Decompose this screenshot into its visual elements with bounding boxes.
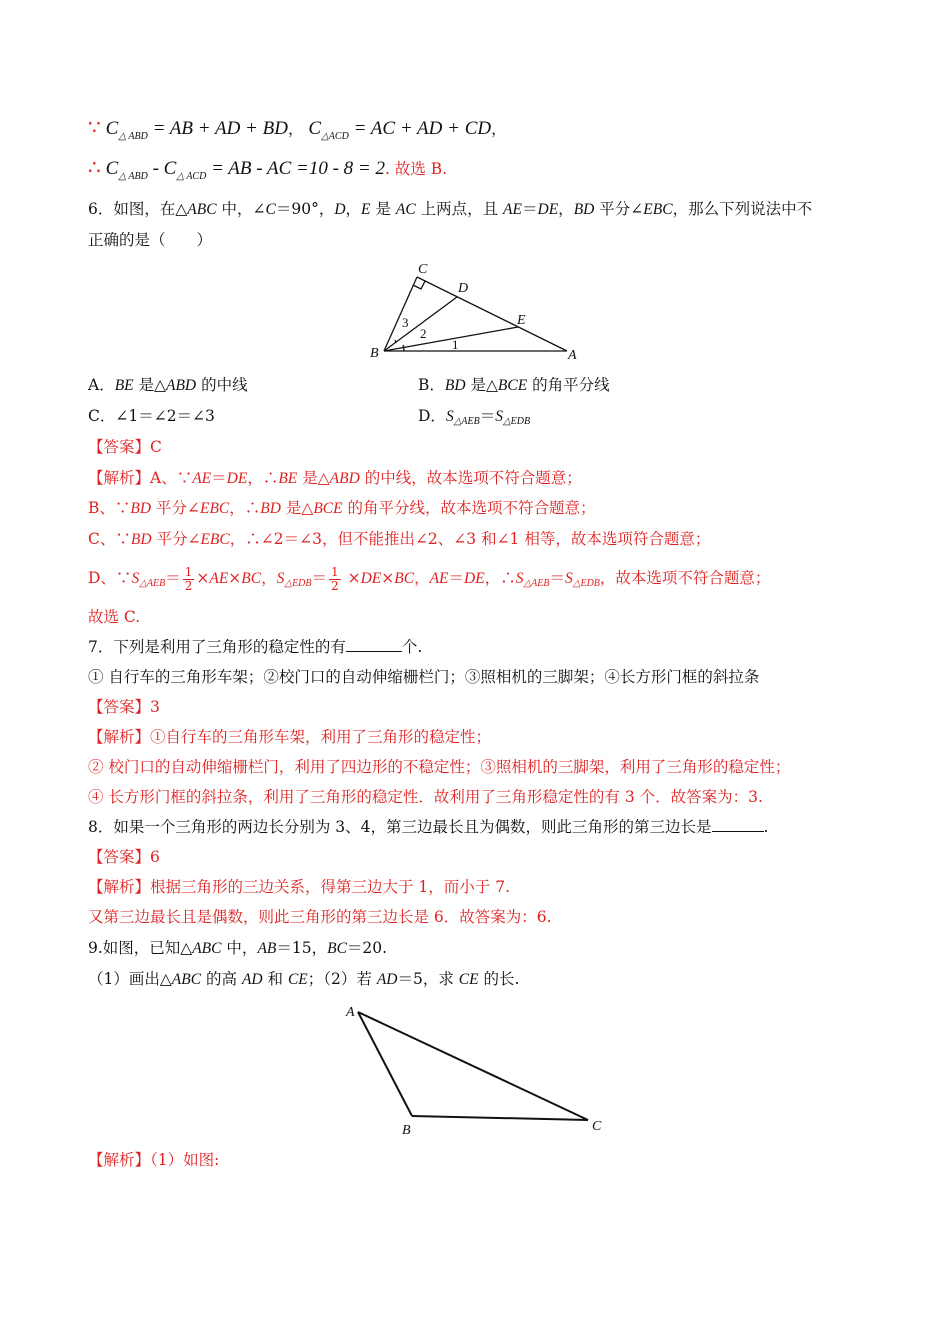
angle-arc-1 (403, 345, 404, 351)
q9-stem-line2: （1）画出△ABC 的高 AD 和 CE；（2）若 AD＝5，求 CE 的长. (88, 970, 520, 988)
fraction-half: $\frac{1}{2}$ (331, 564, 339, 593)
segment-bd (384, 297, 457, 351)
perimeter-acd: $C_{\triangle ACD}$ = AC + AD + CD (308, 118, 492, 142)
q7-stem: 7．下列是利用了三角形的稳定性的有 个. (88, 638, 423, 656)
perimeter-difference: $C_{\triangle ABD} - C_{\triangle ACD}$ = AB - AC =10 - 8 = 2 (105, 158, 386, 182)
q7-explanation-2: ② 校门口的自动伸缩栅栏门，利用了四边形的不稳定性；③照相机的三脚架，利用了三角形的稳定性； (88, 758, 791, 776)
q6-option-d: D．S△AEB＝S△EDB (418, 407, 531, 427)
choose-b: . 故选 B. (385, 160, 448, 178)
label-angle-1: 1 (452, 337, 459, 352)
q7-items: ① 自行车的三角形车架；②校门口的自动伸缩栅栏门；③照相机的三脚架；④长方形门框的斜拉条 (88, 668, 760, 686)
q6-stem-line1: 6．如图，在△ABC 中，∠C＝90°，D，E 是 AC 上两点，且 AE＝DE，BD 平分∠EBC，那么下列说法中不 (88, 200, 813, 218)
label-d: D (458, 281, 469, 296)
q6-explanation-d: D、∵S△AEB＝ $\frac{1}{2}$ ×AE×BC，S△EDB＝ $\frac{1}{2}$ ×DE×BC，AE＝DE，∴S△AEB＝S△EDB，故本选项不符合题意； (88, 564, 771, 593)
segment-ca (417, 277, 567, 351)
q6-triangle-figure (360, 256, 590, 366)
q7-explanation-1: 【解析】①自行车的三角形车架，利用了三角形的稳定性； (88, 728, 492, 746)
segment-ab (358, 1012, 412, 1116)
q9-triangle-figure (340, 998, 620, 1143)
label-angle-3: 3 (402, 315, 409, 330)
q8-answer: 【答案】6 (88, 848, 160, 866)
separator: ， (491, 120, 507, 138)
q6-explanation-c: C、∵BD 平分∠EBC，∴∠2＝∠3，但不能推出∠2、∠3 和∠1 相等，故本选项符合题意； (88, 530, 711, 548)
q6-explanation-a: 【解析】A、∵AE＝DE，∴BE 是△ABD 的中线，故本选项不符合题意； (88, 469, 582, 487)
q6-explanation-b: B、∵BD 平分∠EBC，∴BD 是△BCE 的角平分线，故本选项不符合题意； (88, 499, 596, 517)
q6-option-a: A．BE 是△ABD 的中线 (88, 376, 248, 394)
label-a: A (568, 348, 577, 363)
q6-option-c: C．∠1＝∠2＝∠3 (88, 407, 215, 425)
label-c: C (418, 262, 428, 277)
q7-answer: 【答案】3 (88, 698, 160, 716)
q8-explanation-2: 又第三边最长且是偶数，则此三角形的第三边长是 6．故答案为：6. (88, 908, 552, 926)
q6-option-b: B．BD 是△BCE 的角平分线 (418, 376, 610, 394)
answer-blank (346, 637, 402, 652)
separator: ， (287, 120, 304, 138)
perimeter-abd: $C_{\triangle ABD}$ = AB + AD + BD (105, 118, 288, 142)
segment-bc (412, 1116, 588, 1120)
q7-explanation-3: ④ 长方形门框的斜拉条，利用了三角形的稳定性．故利用了三角形稳定性的有 3 个．故答案为：3. (88, 788, 763, 806)
q6-answer: 【答案】C (88, 438, 162, 456)
q6-choose-c: 故选 C. (88, 608, 141, 626)
q6-stem-line2: 正确的是（ ） (88, 231, 213, 249)
since-symbol: ∵ (88, 115, 101, 139)
label-angle-2: 2 (420, 326, 427, 341)
formula-line-2 (88, 156, 447, 183)
q8-explanation-1: 【解析】根据三角形的三边关系，得第三边大于 1，而小于 7. (88, 878, 511, 896)
label-b: B (370, 346, 379, 361)
formula-line-1 (88, 116, 507, 143)
label-b: B (402, 1123, 411, 1138)
therefore-symbol: ∴ (88, 155, 101, 179)
answer-blank (712, 817, 764, 832)
segment-ac (358, 1012, 588, 1120)
segment-bc (384, 277, 417, 351)
fraction-half: $\frac{1}{2}$ (184, 564, 193, 593)
label-a: A (346, 1005, 355, 1020)
label-e: E (517, 313, 526, 328)
q9-stem-line1: 9.如图，已知△ABC 中，AB＝15，BC＝20. (88, 939, 388, 957)
q9-explanation: 【解析】（1）如图: (88, 1151, 220, 1169)
q8-stem: 8．如果一个三角形的两边长分别为 3、4，第三边最长且为偶数，则此三角形的第三边长是 . (88, 818, 769, 836)
label-c: C (592, 1119, 602, 1134)
